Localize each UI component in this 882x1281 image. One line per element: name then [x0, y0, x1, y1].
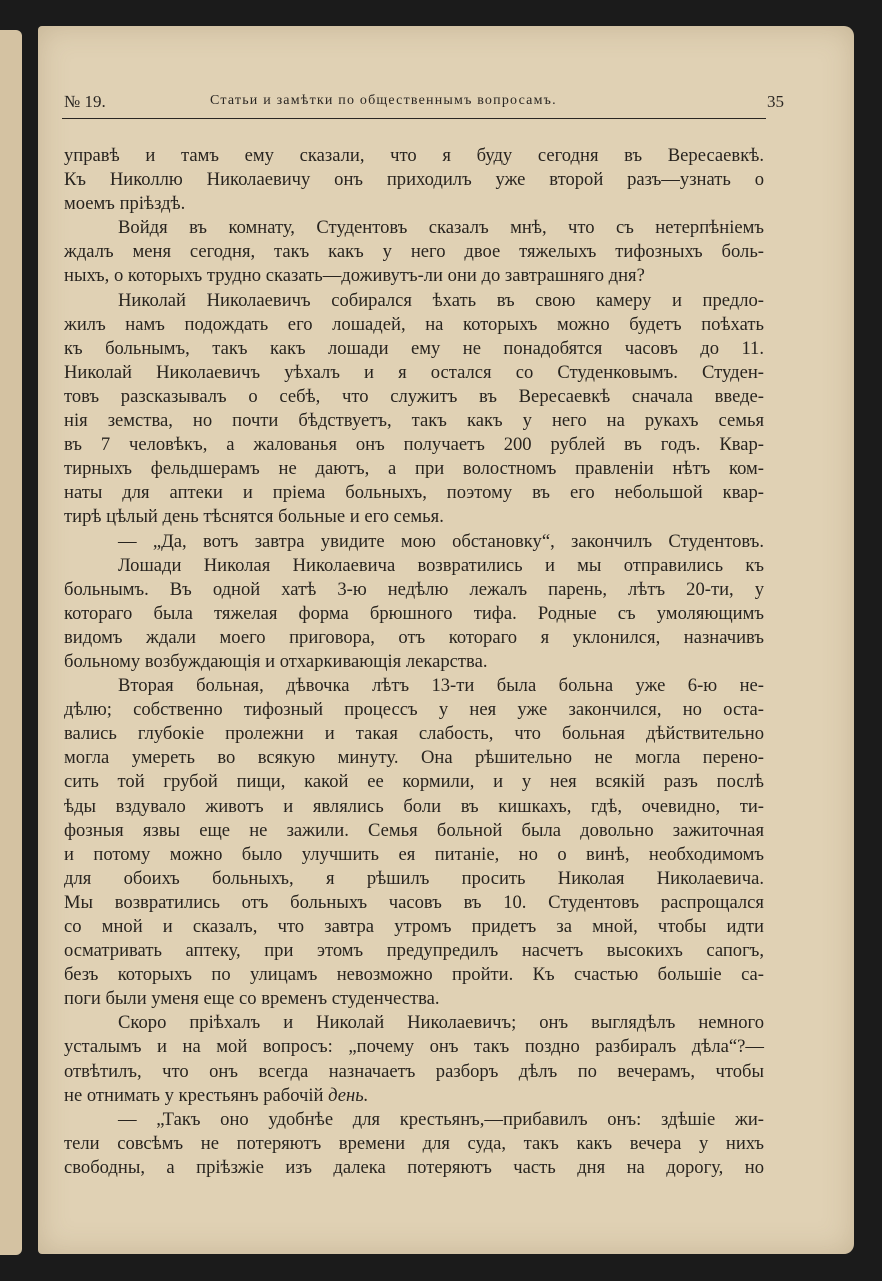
text-line-content: для обоихъ больныхъ, я рѣшилъ просить Николая Николаевича. [64, 867, 764, 889]
text-line [64, 216, 764, 240]
text-line [64, 361, 764, 385]
text-line [64, 626, 764, 650]
text-line-content: ныхъ, о которыхъ трудно сказать—доживутъ-ли они до завтрашняго дня? [64, 265, 645, 287]
text-line-content: Николай Николаевичъ собирался ѣхать въ свою камеру и предло- [118, 289, 764, 311]
text-line [64, 481, 764, 505]
text-line-content: — „Да, вотъ завтра увидите мою обстановку“, закончилъ Студентовъ. [118, 530, 764, 552]
header-rule [62, 118, 766, 119]
text-line [64, 1035, 764, 1059]
text-line [64, 770, 764, 794]
body-text [64, 144, 764, 1180]
text-line [64, 819, 764, 843]
text-line [64, 1060, 764, 1084]
text-line-content: и потому можно было улучшить ея питаніе, но о винѣ, необходимомъ [64, 843, 764, 865]
text-line [64, 939, 764, 963]
text-line [64, 650, 764, 674]
text-line [64, 385, 764, 409]
text-line-content: больнымъ. Въ одной хатѣ 3-ю недѣлю лежалъ парень, лѣтъ 20-ти, у [64, 578, 764, 600]
text-line-content: — „Такъ оно удобнѣе для крестьянъ,—прибавилъ онъ: здѣшіе жи- [118, 1108, 764, 1130]
text-line-content: со мной и сказалъ, что завтра утромъ придетъ за мной, чтобы идти [64, 916, 764, 937]
book-page [38, 26, 854, 1254]
text-line-content: тирѣ цѣлый день тѣснятся больные и его семья. [64, 506, 444, 528]
text-line [64, 1108, 764, 1132]
text-line-content: Войдя въ комнату, Студентовъ сказалъ мнѣ, что съ нетерпѣніемъ [118, 217, 764, 239]
text-line [64, 602, 764, 626]
text-line-content: видомъ ждали моего приговора, отъ котораго я уклонился, назначивъ [64, 626, 764, 648]
text-line [64, 746, 764, 770]
text-line [64, 264, 764, 288]
adjacent-page-edge [0, 30, 22, 1255]
text-line-content: не отнимать у крестьянъ рабочій [64, 1084, 324, 1106]
italic-word: день. [328, 1084, 369, 1106]
text-line [64, 915, 764, 939]
text-line-content: фозныя язвы еще не зажили. Семья больной была довольно зажиточная [64, 819, 764, 841]
text-line-content: Лошади Николая Николаевича возвратились и мы отправились къ [118, 554, 764, 576]
text-line [64, 674, 764, 698]
text-line [64, 867, 764, 891]
text-line [64, 337, 764, 361]
running-header [64, 92, 784, 116]
text-line [64, 505, 764, 529]
text-line-content: жилъ намъ подождать его лошадей, на которыхъ можно будетъ поѣхать [64, 313, 764, 335]
text-line-content: могла умереть во всякую минуту. Она рѣшительно не могла перено- [64, 747, 764, 769]
text-line-content: осматривать аптеку, при этомъ предупредилъ насчетъ высокихъ сапогъ, [64, 940, 764, 962]
text-line [64, 192, 764, 216]
text-line-content: усталымъ и на мой вопросъ: „почему онъ такъ поздно разбиралъ дѣла“?— [64, 1036, 764, 1058]
text-line [64, 289, 764, 313]
text-line [64, 891, 764, 915]
text-line-content: управѣ и тамъ ему сказали, что я буду сегодня въ Вересаевкѣ. [64, 145, 764, 166]
text-line-content: Скоро пріѣхалъ и Николай Николаевичъ; онъ выглядѣлъ немного [118, 1012, 764, 1034]
text-line [64, 1084, 764, 1108]
text-line-content: сить той грубой пищи, какой ее кормили, и у нея всякій разъ послѣ [64, 771, 764, 793]
text-line [64, 457, 764, 481]
text-line-content: товъ разсказывалъ о себѣ, что служитъ въ Вересаевкѣ сначала введе- [64, 385, 764, 407]
text-line-content: поги были уменя еще со временъ студенчества. [64, 988, 440, 1010]
text-line-content: ждалъ меня сегодня, такъ какъ у него двое тяжелыхъ тифозныхъ боль- [64, 241, 764, 263]
text-line-content: моемъ пріѣздѣ. [64, 193, 186, 215]
running-title: Статьи и замѣтки по общественнымъ вопросамъ. [210, 93, 557, 108]
text-line [64, 313, 764, 337]
text-line-content: дѣлю; собственно тифозный процессъ у нея уже закончился, но оста- [64, 699, 764, 721]
text-line [64, 1132, 764, 1156]
text-line [64, 1156, 764, 1180]
issue-number: № 19. [64, 92, 106, 111]
text-line-content: отвѣтилъ, что онъ всегда назначаетъ разборъ дѣлъ по вечерамъ, чтобы [64, 1060, 764, 1082]
text-line [64, 578, 764, 602]
text-line [64, 433, 764, 457]
text-line [64, 409, 764, 433]
text-line-content: Къ Николлю Николаевичу онъ приходилъ уже второй разъ—узнать о [64, 169, 764, 191]
text-line [64, 144, 764, 168]
page-number: 35 [767, 92, 784, 111]
text-line [64, 963, 764, 987]
text-line-content: Вторая больная, дѣвочка лѣтъ 13-ти была больна уже 6-ю не- [118, 675, 764, 697]
text-line-content: въ 7 человѣкъ, а жалованья онъ получаетъ 200 рублей въ годъ. Квар- [64, 434, 764, 456]
text-line [64, 240, 764, 264]
text-line [64, 987, 764, 1011]
text-line-content: Николай Николаевичъ уѣхалъ и я остался со Студенковымъ. Студен- [64, 361, 764, 383]
text-line [64, 843, 764, 867]
text-line-content: вались глубокіе пролежни и такая слабость, что больная дѣйствительно [64, 723, 764, 745]
text-line-content: къ больнымъ, такъ какъ лошади ему не понадобятся часовъ до 11. [64, 337, 764, 359]
text-line-content: наты для аптеки и пріема больныхъ, поэтому въ его небольшой квар- [64, 482, 764, 504]
text-line-content: тирныхъ фельдшерамъ не даютъ, а при волостномъ правленіи нѣтъ ком- [64, 458, 764, 480]
text-line [64, 698, 764, 722]
text-line-content: Мы возвратились отъ больныхъ часовъ въ 10. Студентовъ распрощался [64, 891, 764, 913]
text-line-content: ѣды вздувало животъ и являлись боли въ кишкахъ, гдѣ, очевидно, ти- [64, 795, 764, 817]
text-line [64, 795, 764, 819]
text-line [64, 530, 764, 554]
text-line [64, 722, 764, 746]
text-line [64, 554, 764, 578]
text-line-content: безъ которыхъ по улицамъ невозможно пройти. Къ счастью большіе са- [64, 964, 764, 986]
text-line-content: тели совсѣмъ не потеряютъ времени для суда, такъ какъ вечера у нихъ [64, 1132, 764, 1154]
text-line-content: больному возбуждающія и отхаркивающія лекарства. [64, 650, 488, 672]
text-line-content: свободны, а пріѣзжіе изъ далека потеряютъ часть дня на дорогу, но [64, 1156, 764, 1178]
text-line [64, 168, 764, 192]
text-line-content: нія земства, но почти бѣдствуетъ, такъ какъ у него на рукахъ семья [64, 410, 764, 432]
text-line [64, 1011, 764, 1035]
text-line-content: котораго была тяжелая форма брюшного тифа. Родные съ умоляющимъ [64, 602, 764, 624]
